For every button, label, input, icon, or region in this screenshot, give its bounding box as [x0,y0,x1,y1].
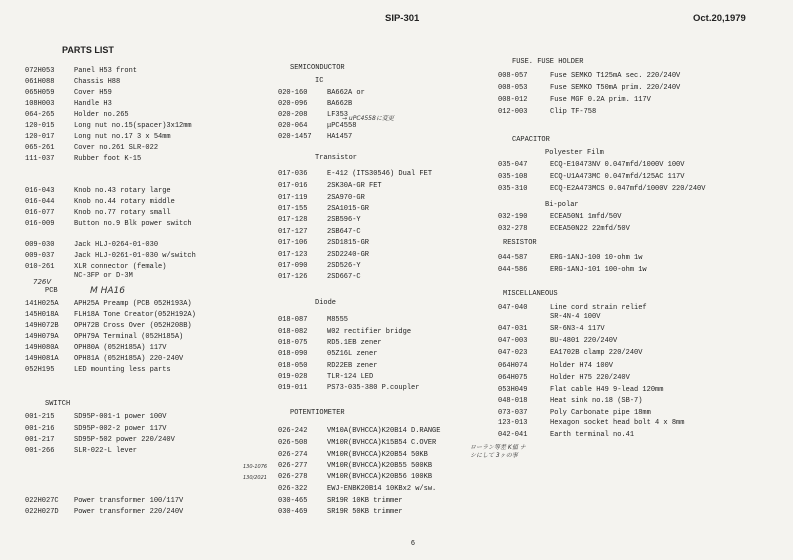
section-heading: RESISTOR [503,239,537,247]
part-code: 017-036 [278,170,308,178]
part-code: 018-082 [278,328,308,336]
part-description: OPH72B Cross Over (052H208B) [74,322,192,330]
part-code: 008-012 [498,96,528,104]
part-description: SR-6N3-4 117V [550,325,605,333]
part-description: Fuse SEMKO T50mA prim. 220/240V [550,84,681,92]
part-description: VM10R(BVHCCA)K15B54 C.OVER [327,439,437,447]
part-description: SLR-022-L lever [74,447,138,455]
part-description: Knob no.43 rotary large [74,187,171,195]
handwritten-ha16: M HA16 [90,286,126,296]
section-heading: Transistor [315,154,358,162]
part-code: 072H053 [25,67,55,75]
part-code: 032-190 [498,213,528,221]
part-code: 019-028 [278,373,308,381]
section-heading: Diode [315,299,337,307]
part-code: 052H195 [25,366,55,374]
part-description: μPC4558 [327,122,357,130]
document-code: SIP-301 [385,13,420,24]
section-heading: POTENTIOMETER [290,409,345,417]
part-code: 016-009 [25,220,55,228]
part-code: 030-465 [278,497,308,505]
part-code: 149H081A [25,355,59,363]
part-description: Handle H3 [74,100,112,108]
part-code: 016-044 [25,198,55,206]
part-code: 018-050 [278,362,308,370]
part-code: 017-127 [278,228,308,236]
part-code: 149H072B [25,322,59,330]
part-description: SR19R 10KB trimmer [327,497,403,505]
part-code: 120-015 [25,122,55,130]
part-description: 2SD1815-GR [327,239,370,247]
part-description: Jack HLJ-0261-01-030 w/switch [74,252,196,260]
part-code: 008-057 [498,72,528,80]
part-code: 064-265 [25,111,55,119]
part-code: 111-037 [25,155,55,163]
part-description: ECQ-E2A473MCS 0.047mfd/1000V 220/240V [550,185,706,193]
part-code: 020-160 [278,89,308,97]
part-code: 035-310 [498,185,528,193]
part-description: Line cord strain relief [550,304,647,312]
page-number: 6 [411,540,415,547]
part-description: BU-4801 220/240V [550,337,618,345]
part-description: RD22EB zener [327,362,378,370]
part-description: ECQ-E10473NV 0.047mfd/1000V 100V [550,161,685,169]
part-code: 120-017 [25,133,55,141]
part-description: ECEA50N1 1mfd/50V [550,213,622,221]
part-code: 017-016 [278,182,308,190]
part-code: 026-322 [278,485,308,493]
handwritten-xlr-note: 726V [33,278,52,286]
part-code: 016-077 [25,209,55,217]
part-code: 035-047 [498,161,528,169]
part-code: 035-108 [498,173,528,181]
part-code: 010-261 [25,263,55,271]
part-code: 008-053 [498,84,528,92]
part-description: 2SA970-GR [327,194,365,202]
document-date: Oct.20,1979 [693,13,746,24]
part-description: RD5.1EB zener [327,339,382,347]
part-description: Flat cable H49 9-lead 120mm [550,386,664,394]
section-heading: Polyester Film [545,149,604,157]
part-description: LF353 [327,111,349,119]
part-description: Holder H74 100V [550,362,614,370]
section-heading: MISCELLANEOUS [503,290,558,298]
part-description: Fuse MGF 0.2A prim. 117V [550,96,651,104]
part-description: VM10R(BVHCCA)K20B54 50KB [327,451,428,459]
part-description: SR19R 50KB trimmer [327,508,403,516]
part-description: W02 rectifier bridge [327,328,412,336]
part-description: Knob no.44 rotary middle [74,198,175,206]
part-code: 123-013 [498,419,528,427]
section-heading: FUSE. FUSE HOLDER [512,58,584,66]
handwritten-pot-margin-1: 130-1076 [243,464,268,470]
part-code: 047-040 [498,304,528,312]
part-description: SR-4N-4 100V [550,313,601,321]
part-description: Knob no.77 rotary small [74,209,171,217]
handwritten-pot-margin-2: 130/2021 [243,475,267,481]
part-code: 061H088 [25,78,55,86]
part-description: Holder no.265 [74,111,129,119]
part-description: SD95P-502 power 220/240V [74,436,175,444]
part-description: 2SB647-C [327,228,361,236]
part-code: 047-031 [498,325,528,333]
part-code: 001-216 [25,425,55,433]
part-code: 047-023 [498,349,528,357]
part-code: 017-119 [278,194,308,202]
part-description: Cover H59 [74,89,112,97]
part-code: 017-106 [278,239,308,247]
part-description: Cover no.261 SLR-022 [74,144,159,152]
part-description: Earth terminal no.41 [550,431,635,439]
part-description: ERG-1ANJ-100 10-ohm 1w [550,254,643,262]
part-code: 018-087 [278,316,308,324]
part-description: Heat sink no.18 (SB-7) [550,397,643,405]
part-description: 2SD526-Y [327,262,361,270]
part-code: 012-003 [498,108,528,116]
part-description: Button no.9 Blk power switch [74,220,192,228]
part-description: TLR-124 LED [327,373,374,381]
part-description: ERG-1ANJ-101 100-ohm 1w [550,266,647,274]
part-description: Chassis H88 [74,78,121,86]
section-heading: PCB [45,287,58,295]
part-code: 064H074 [498,362,528,370]
part-description: APH25A Preamp (PCB 052H193A) [74,300,192,308]
part-code: 149H079A [25,333,59,341]
part-description: Holder H75 220/240V [550,374,630,382]
part-code: 009-030 [25,241,55,249]
part-description: PS73-035-380 P.coupler [327,384,420,392]
part-code: 044-586 [498,266,528,274]
part-code: 020-208 [278,111,308,119]
part-code: 047-003 [498,337,528,345]
part-description: 05Z16L zener [327,350,378,358]
part-code: 018-075 [278,339,308,347]
handwritten-lf353-note: → uPC4558に変更 [342,115,394,122]
part-description: Power transformer 220/240V [74,508,184,516]
part-description: ECQ-U1A473MC 0.047mfd/125AC 117V [550,173,685,181]
part-description: HA1457 [327,133,353,141]
part-code: 020-064 [278,122,308,130]
part-code: 141H025A [25,300,59,308]
part-code: 020-096 [278,100,308,108]
part-description: BA662B [327,100,353,108]
part-description: 2SB596-Y [327,216,361,224]
part-code: 001-266 [25,447,55,455]
part-description: NC-3FP or D-3M [74,272,133,280]
part-code: 064H075 [498,374,528,382]
part-description: M8555 [327,316,349,324]
part-description: Hexagon socket head bolt 4 x 8mm [550,419,685,427]
part-description: SD95P-002-2 power 117V [74,425,167,433]
part-description: Panel H53 front [74,67,138,75]
part-description: BA662A or [327,89,365,97]
part-code: 026-278 [278,473,308,481]
part-code: 009-037 [25,252,55,260]
part-code: 053H049 [498,386,528,394]
part-code: 019-011 [278,384,308,392]
part-code: 016-043 [25,187,55,195]
part-description: Clip TF-758 [550,108,597,116]
part-description: Power transformer 100/117V [74,497,184,505]
part-code: 065H059 [25,89,55,97]
part-description: OPH80A (052H185A) 117V [74,344,167,352]
part-description: E-412 (ITS30546) Dual FET [327,170,433,178]
part-description: LED mounting less parts [74,366,171,374]
part-code: 026-508 [278,439,308,447]
part-description: EWJ-ENBK20B14 10KBx2 w/sw. [327,485,437,493]
section-heading: SWITCH [45,400,71,408]
part-code: 042-041 [498,431,528,439]
part-description: 2SD2240-GR [327,251,370,259]
part-code: 044-587 [498,254,528,262]
part-code: 032-278 [498,225,528,233]
part-description: XLR connector (female) [74,263,167,271]
part-code: 017-155 [278,205,308,213]
section-heading: SEMICONDUCTOR [290,64,345,72]
part-description: SD95P-001-1 power 100V [74,413,167,421]
part-code: 026-277 [278,462,308,470]
section-heading: IC [315,77,324,85]
part-description: OPH79A Terminal (052H185A) [74,333,184,341]
part-code: 073-037 [498,409,528,417]
part-description: VM10R(BVHCCA)K20B56 100KB [327,473,433,481]
part-description: 2SD667-C [327,273,361,281]
part-code: 020-1457 [278,133,312,141]
handwritten-pot-note: ローラン等差 K値 ナシにして 3ヶの事 [470,444,526,459]
part-code: 108H003 [25,100,55,108]
part-description: Fuse SEMKO T125mA sec. 220/240V [550,72,681,80]
part-description: OPH81A (052H185A) 220-240V [74,355,184,363]
part-code: 030-469 [278,508,308,516]
section-heading: CAPACITOR [512,136,550,144]
part-code: 001-215 [25,413,55,421]
part-code: 048-018 [498,397,528,405]
part-description: VM10R(BVHCCA)K20B55 500KB [327,462,433,470]
part-code: 065-261 [25,144,55,152]
part-code: 145H018A [25,311,59,319]
part-description: 2SA1015-GR [327,205,370,213]
part-code: 026-274 [278,451,308,459]
part-code: 022H027C [25,497,59,505]
part-description: 2SK30A-GR FET [327,182,382,190]
part-description: Long nut no.17 3 x 54mm [74,133,171,141]
part-code: 017-128 [278,216,308,224]
part-description: EA1702B clamp 220/240V [550,349,643,357]
part-code: 017-123 [278,251,308,259]
part-code: 149H080A [25,344,59,352]
part-description: Poly Carbonate pipe 18mm [550,409,651,417]
parts-list-title: PARTS LIST [62,45,114,55]
part-code: 018-090 [278,350,308,358]
part-code: 017-126 [278,273,308,281]
part-code: 001-217 [25,436,55,444]
part-description: ECEA50N22 22mfd/50V [550,225,630,233]
part-description: VM10A(BVHCCA)K20B14 D.RANGE [327,427,441,435]
part-code: 017-090 [278,262,308,270]
section-heading: Bi-polar [545,201,579,209]
part-code: 022H027D [25,508,59,516]
part-description: FLH18A Tone Creator(052H192A) [74,311,196,319]
part-description: Long nut no.15(spacer)3x12mm [74,122,192,130]
part-description: Jack HLJ-0264-01-030 [74,241,159,249]
part-description: Rubber foot K-15 [74,155,142,163]
part-code: 026-242 [278,427,308,435]
